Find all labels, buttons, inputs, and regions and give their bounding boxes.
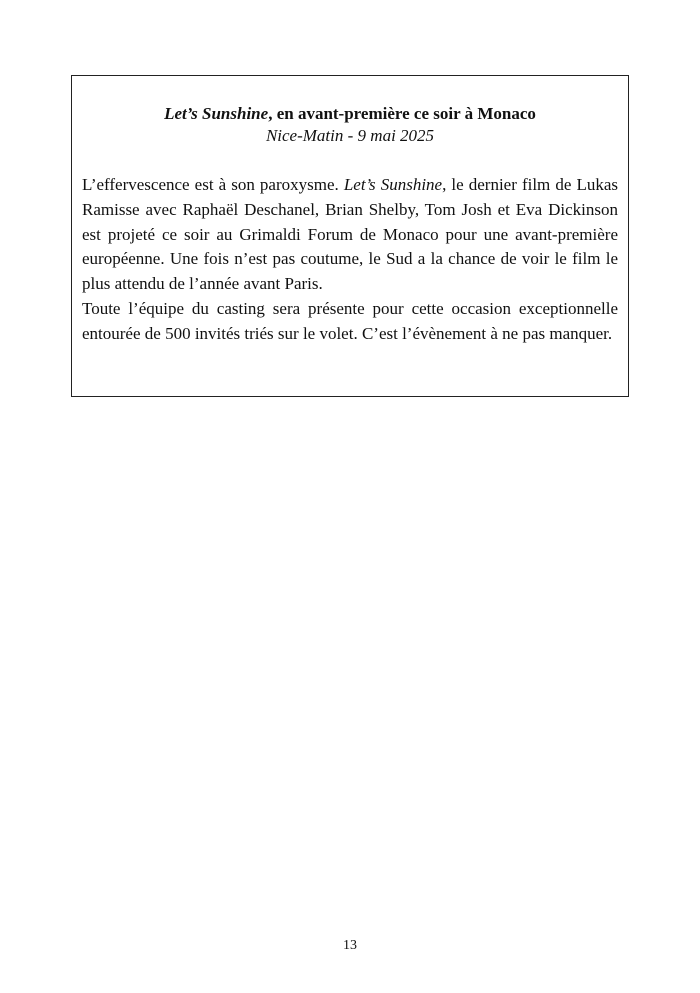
- article-box: [71, 75, 629, 397]
- paragraph-2: Toute l’équipe du casting sera présente pour cette occasion exceptionnelle entourée de 500 invités triés sur le volet. C’est l’évènement à ne pas manquer.: [82, 298, 618, 343]
- paragraph-1-rest: , le dernier film de Lukas Ramisse avec Raphaël Deschanel, Brian Shelby, Tom Josh et Eva Dickinson est projeté ce soir au Grimaldi Forum de Monaco pour une avant-première européenne. Une fois n’est pas coutume, le Sud a la chance de voir le film le plus attendu de l’année avant Paris.: [82, 175, 619, 294]
- paragraph-1: [82, 173, 618, 297]
- headline-film-title: Let’s Sunshine: [164, 104, 269, 123]
- paragraph-1-lead: L’effervescence est à son paroxysme.: [82, 175, 344, 194]
- article-headline: [82, 103, 618, 125]
- page-number: 13: [343, 938, 357, 953]
- paragraph-1-film-title: Let’s Sunshine: [343, 175, 443, 194]
- article-body: [82, 173, 618, 347]
- article-source: Nice-Matin - 9 mai 2025: [265, 126, 435, 145]
- headline-rest: , en avant-première ce soir à Monaco: [268, 104, 536, 123]
